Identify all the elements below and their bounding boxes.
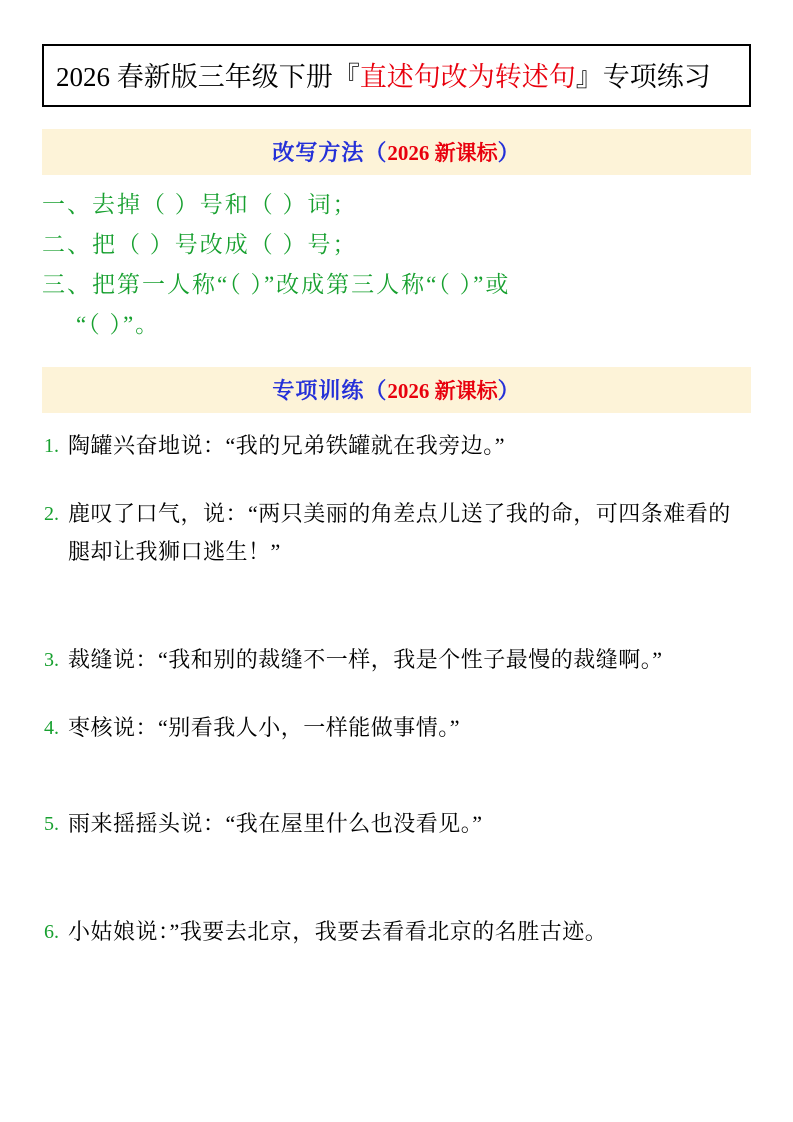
exercise-number: 6. — [44, 921, 59, 943]
title-highlight: 直述句改为转述句 — [359, 62, 576, 92]
section-header-method-paren-close: ） — [497, 140, 521, 165]
method-line-1: 一、去掉（ ）号和（ ）词； — [42, 192, 358, 217]
answer-space — [42, 851, 751, 913]
exercise-item-5 — [42, 805, 751, 843]
answer-space — [42, 755, 751, 805]
exercise-list — [42, 427, 751, 951]
section-header-method-highlight: 2026 新课标 — [387, 141, 498, 165]
exercise-item-6 — [42, 913, 751, 951]
exercise-text: 小姑娘说：”我要去北京，我要去看看北京的名胜古迹。 — [68, 919, 608, 944]
exercise-item-3 — [42, 641, 751, 679]
answer-space — [42, 687, 751, 709]
exercise-text: 枣核说：“别看我人小，一样能做事情。” — [68, 715, 461, 740]
exercise-item-1 — [42, 427, 751, 465]
exercise-number: 5. — [44, 813, 59, 835]
section-header-method-label: 改写方法 — [272, 140, 365, 165]
section-header-training — [42, 367, 751, 413]
method-list — [42, 185, 751, 345]
page-title — [42, 44, 751, 107]
section-header-training-paren-close: ） — [497, 378, 521, 403]
exercise-number: 2. — [44, 503, 59, 525]
section-header-training-paren-open: （ — [364, 378, 388, 403]
answer-space — [42, 579, 751, 641]
exercise-item-2 — [42, 495, 751, 571]
exercise-number: 4. — [44, 717, 59, 739]
section-header-method — [42, 129, 751, 175]
method-line-3: 三、把第一人称“（ ）”改成第三人称“（ ）”或 — [42, 272, 511, 297]
exercise-text: 裁缝说：“我和别的裁缝不一样，我是个性子最慢的裁缝啊。” — [68, 647, 663, 672]
exercise-text: 陶罐兴奋地说：“我的兄弟铁罐就在我旁边。” — [68, 433, 506, 458]
method-line-4: “（ ）”。 — [76, 312, 161, 337]
method-line-2: 二、把（ ）号改成（ ）号； — [42, 232, 358, 257]
exercise-text: 雨来摇摇头说：“我在屋里什么也没看见。” — [68, 811, 483, 836]
title-part-1: 2026 春新版三年级下册『 — [56, 62, 360, 92]
section-header-training-highlight: 2026 新课标 — [387, 379, 498, 403]
exercise-number: 1. — [44, 435, 59, 457]
title-part-2: 』专项练习 — [575, 62, 711, 92]
section-header-method-paren-open: （ — [364, 140, 388, 165]
answer-space — [42, 473, 751, 495]
exercise-item-4 — [42, 709, 751, 747]
section-header-training-label: 专项训练 — [272, 378, 365, 403]
exercise-number: 3. — [44, 649, 59, 671]
exercise-text: 鹿叹了口气，说：“两只美丽的角差点儿送了我的命，可四条难看的腿却让我狮口逃生！” — [68, 501, 731, 564]
